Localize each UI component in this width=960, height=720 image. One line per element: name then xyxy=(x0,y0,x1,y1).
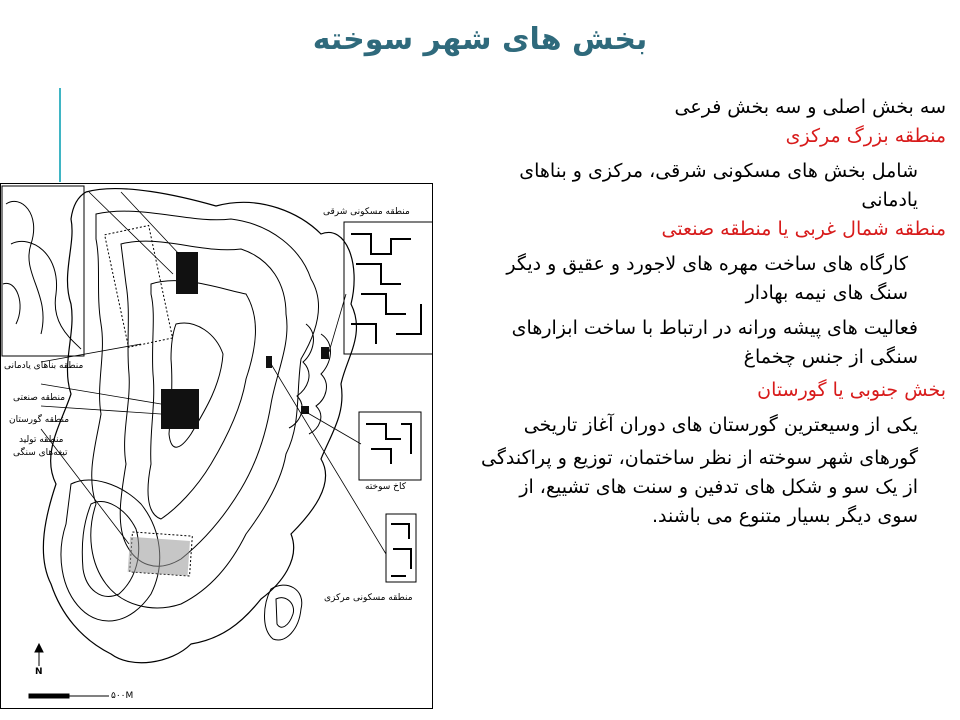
label-blade-production-1: منطقه تولید xyxy=(19,435,64,445)
label-palace: کاخ سوخته xyxy=(365,482,406,492)
slide-title: بخش های شهر سوخته xyxy=(312,22,648,57)
central-zone-text: شامل بخش های مسکونی شرقی، مرکزی و بناهای یادمانی xyxy=(519,160,918,211)
label-monuments: منطقه بناهای یادمانی xyxy=(4,361,84,371)
intro-text: سه بخش اصلی و سه بخش فرعی xyxy=(674,96,946,118)
scale-label: ۵۰۰M xyxy=(111,691,134,701)
industrial-text-1: کارگاه های ساخت مهره های لاجورد و عقیق و دیگر سنگ های نیمه بهادار xyxy=(506,253,908,304)
heading-cemetery: بخش جنوبی یا گورستان xyxy=(757,379,946,401)
heading-central-zone: منطقه بزرگ مرکزی xyxy=(785,125,946,147)
cemetery-text-1: یکی از وسیعترین گورستان های دوران آغاز تاریخی xyxy=(523,414,918,436)
site-map xyxy=(0,183,433,709)
label-east-residential: منطقه مسکونی شرقی xyxy=(323,207,410,217)
heading-industrial-zone: منطقه شمال غربی یا منطقه صنعتی xyxy=(661,218,946,240)
label-blade-production-2: تیغه‌های سنگی xyxy=(13,448,68,458)
label-cemetery: منطقه گورستان xyxy=(9,415,70,425)
east-block xyxy=(321,347,329,359)
label-central-residential: منطقه مسکونی مرکزی xyxy=(324,593,413,603)
industrial-text-2: فعالیت های پیشه ورانه در ارتباط با ساخت ابزارهای سنگی از جنس چخماغ xyxy=(511,317,918,368)
north-arrow-label: N xyxy=(35,667,43,677)
cemetery-block xyxy=(161,389,199,429)
cemetery-text-2: گورهای شهر سوخته از نظر ساختمان، توزیع و پراکندگی از یک سو و شکل های تدفین و سنت های تشییع، از سوی دیگر بسیار متنوع می باشند. xyxy=(481,447,918,527)
monument-block xyxy=(176,252,198,294)
slide-content xyxy=(476,93,946,531)
small-block xyxy=(266,356,272,368)
label-industrial: منطقه صنعتی xyxy=(13,393,66,403)
accent-line xyxy=(59,88,61,182)
